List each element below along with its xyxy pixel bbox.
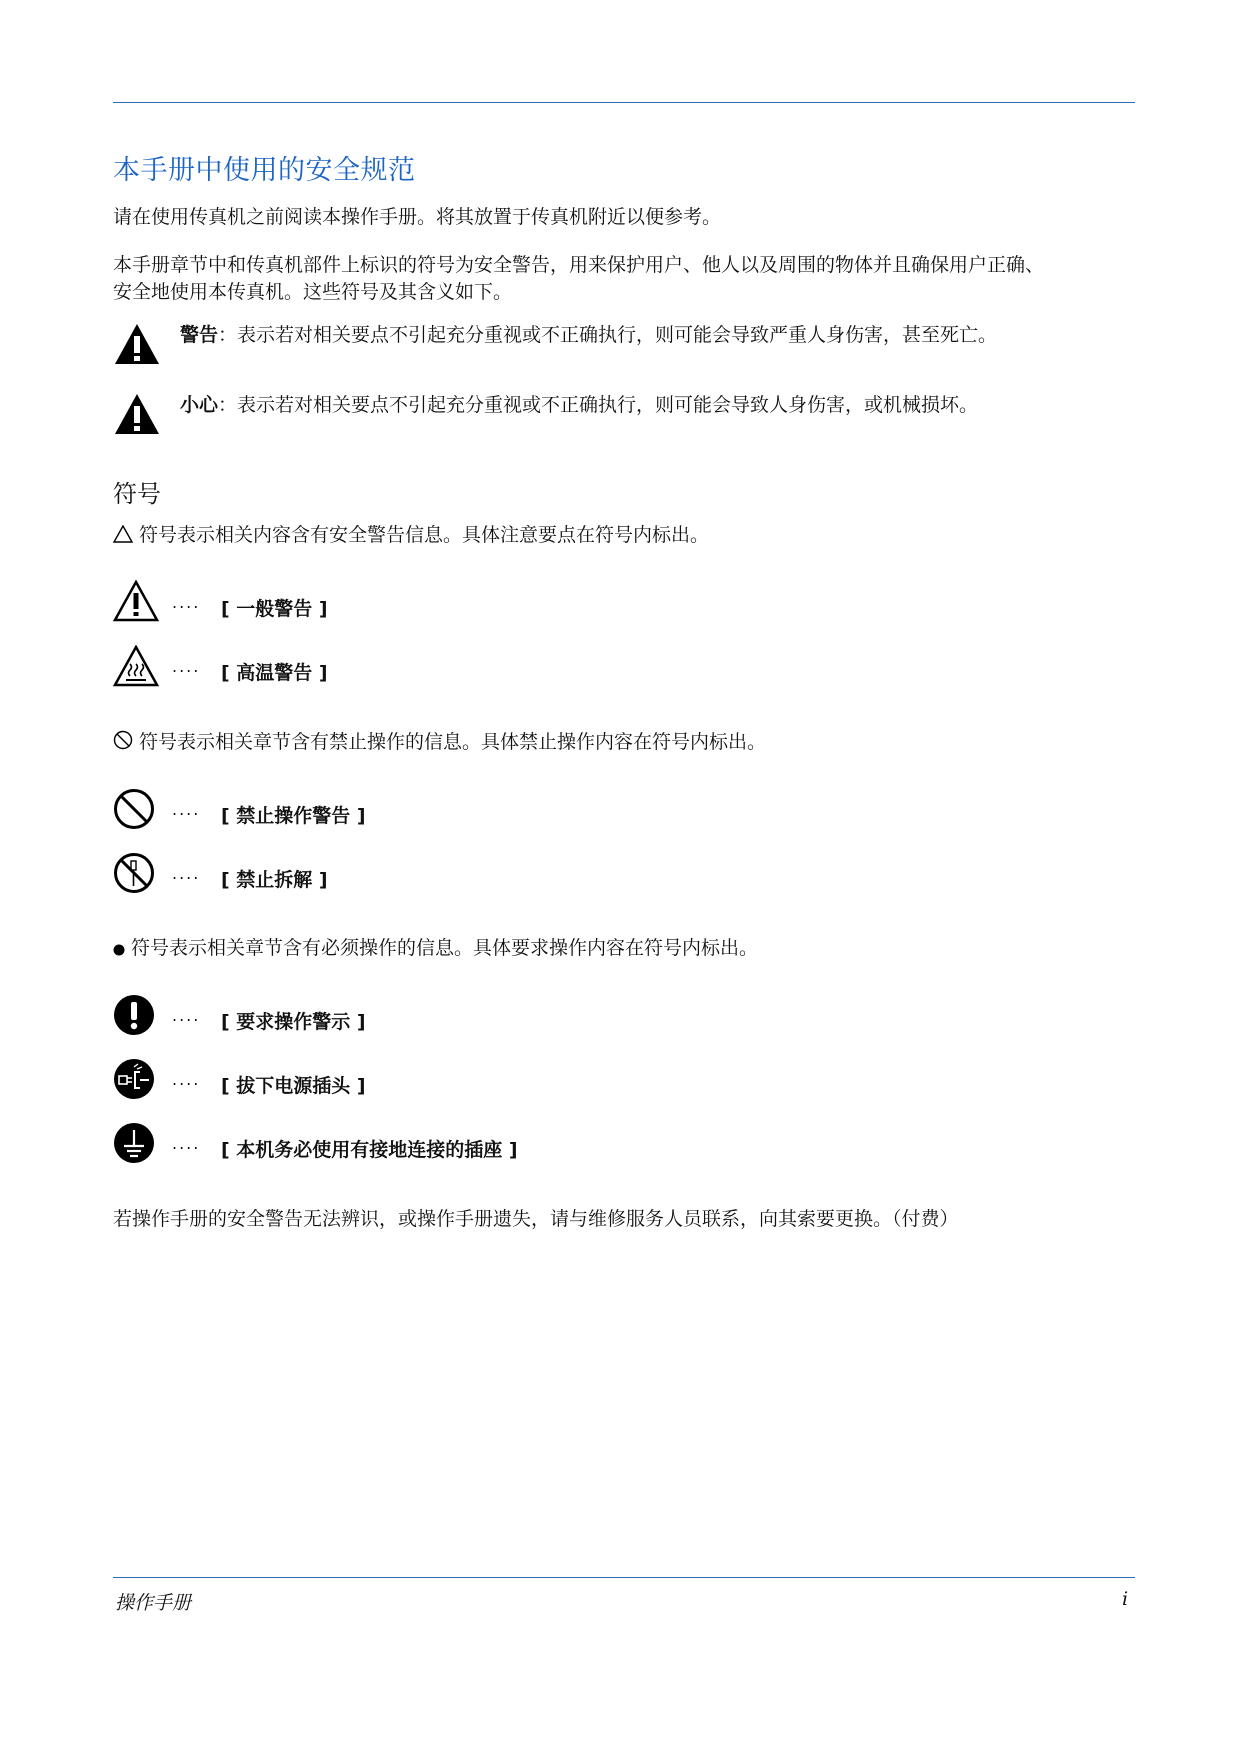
symbols-heading: 符号 xyxy=(113,480,161,508)
high-temperature-icon xyxy=(113,645,159,691)
footer-rule xyxy=(113,1577,1135,1578)
page-number: i xyxy=(1122,1588,1129,1610)
high-temperature-label: [ 高温警告 ] xyxy=(221,662,328,684)
footer-manual-title: 操作手册 xyxy=(115,1592,192,1614)
mandatory-description-text: 符号表示相关章节含有必须操作的信息。具体要求操作内容在符号内标出。 xyxy=(131,937,759,959)
outline-prohibit-icon xyxy=(113,730,133,758)
intro-paragraph-2 xyxy=(113,252,1143,306)
prohibited-label: [ 禁止操作警告 ] xyxy=(221,805,366,827)
caution-text: ：表示若对相关要点不引起充分重视或不正确执行，则可能会导致人身伤害，或机械损坏。 xyxy=(218,394,979,416)
no-disassembly-label: [ 禁止拆解 ] xyxy=(221,869,328,891)
filled-dot-icon xyxy=(113,937,125,964)
page-title: 本手册中使用的安全规范 xyxy=(113,155,416,186)
intro-paragraph-1: 请在使用传真机之前阅读本操作手册。将其放置于传真机附近以便参考。 xyxy=(113,206,722,228)
dot-leader: .... xyxy=(172,800,201,819)
caution-notice xyxy=(180,390,978,417)
no-disassembly-icon xyxy=(113,852,155,898)
dot-leader: .... xyxy=(172,864,201,883)
prohibit-description xyxy=(113,729,1143,758)
prohibited-icon xyxy=(113,788,155,834)
dot-leader: .... xyxy=(172,657,201,676)
prohibit-description-text: 符号表示相关章节含有禁止操作的信息。具体禁止操作内容在符号内标出。 xyxy=(139,731,767,753)
intro-paragraph-2-line-2: 安全地使用本传真机。这些符号及其含义如下。 xyxy=(113,281,513,303)
unplug-icon xyxy=(113,1058,155,1104)
warning-triangle-icon xyxy=(113,322,161,370)
mandatory-description xyxy=(113,935,1143,964)
dot-leader: .... xyxy=(172,1006,201,1025)
intro-paragraph-2-line-1: 本手册章节中和传真机部件上标识的符号为安全警告，用来保护用户、他人以及周围的物体并且确保用户正确、 xyxy=(113,254,1045,276)
warning-notice xyxy=(180,320,997,347)
outline-triangle-icon xyxy=(113,524,133,551)
dot-leader: .... xyxy=(172,1070,201,1089)
dot-leader: .... xyxy=(172,1134,201,1153)
warning-text: ：表示若对相关要点不引起充分重视或不正确执行，则可能会导致严重人身伤害，甚至死亡。 xyxy=(218,324,998,346)
warning-term: 警告 xyxy=(180,324,219,346)
header-rule xyxy=(113,102,1135,103)
closing-paragraph: 若操作手册的安全警告无法辨识，或操作手册遗失，请与维修服务人员联系，向其索要更换。（付费） xyxy=(113,1208,959,1230)
mandatory-action-icon xyxy=(113,994,155,1040)
caution-term: 小心 xyxy=(180,394,219,416)
ground-icon xyxy=(113,1122,155,1168)
triangle-description xyxy=(113,522,1143,551)
triangle-description-text: 符号表示相关内容含有安全警告信息。具体注意要点在符号内标出。 xyxy=(139,524,710,546)
dot-leader: .... xyxy=(172,593,201,612)
unplug-label: [ 拔下电源插头 ] xyxy=(221,1075,366,1097)
ground-label: [ 本机务必使用有接地连接的插座 ] xyxy=(221,1139,518,1161)
mandatory-action-label: [ 要求操作警示 ] xyxy=(221,1011,366,1033)
caution-triangle-icon xyxy=(113,392,161,440)
general-warning-label: [ 一般警告 ] xyxy=(221,598,328,620)
general-warning-icon xyxy=(113,580,159,626)
